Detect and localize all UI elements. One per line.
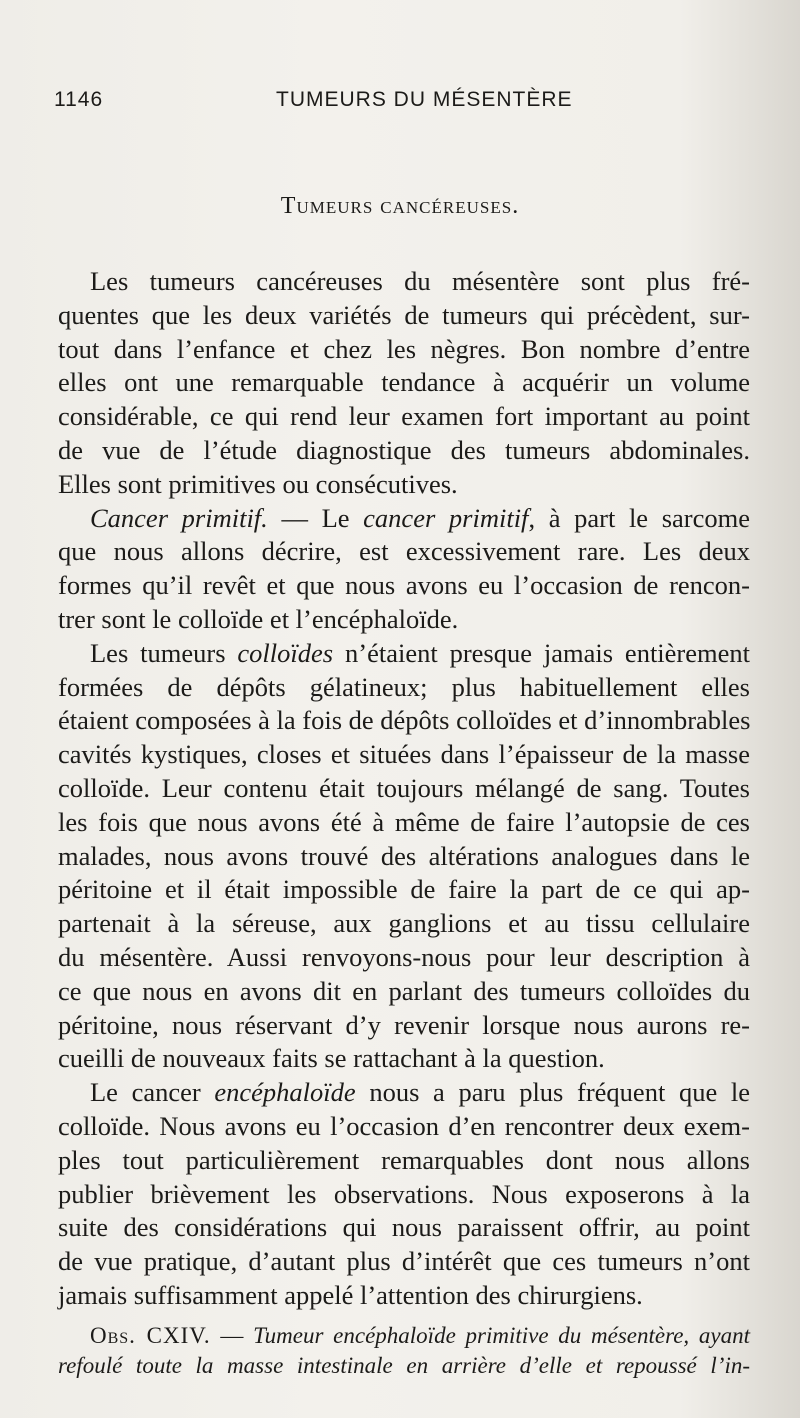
paragraph-4-line: ples tout particulièrement remarquables dont nous allons bbox=[58, 1144, 750, 1175]
paragraph-2-line: trer sont le colloïde et l’encéphaloïde. bbox=[58, 603, 459, 634]
paragraph-1-line: considérable, ce qui rend leur examen fort important au point bbox=[58, 401, 750, 432]
paragraph-2-dash: — Le bbox=[267, 502, 364, 533]
observation-heading bbox=[58, 1321, 750, 1381]
paragraph-4-line: jamais suffisamment appelé l’attention des chirurgiens. bbox=[58, 1279, 643, 1310]
paragraph-3-line: les fois que nous avons été à même de faire l’autopsie de ces bbox=[58, 806, 750, 837]
paragraph-4-line: suite des considérations qui nous paraissent offrir, au point bbox=[58, 1212, 750, 1243]
observation-title-line-2: refoulé toute la masse intestinale en arrière d’elle et repoussé l’in- bbox=[58, 1353, 750, 1378]
body-text bbox=[58, 265, 750, 1313]
paragraph-4-lead-after: nous a paru plus fréquent que le bbox=[355, 1077, 751, 1108]
paragraph-4-line: colloïde. Nous avons eu l’occasion d’en rencontrer deux exem- bbox=[58, 1110, 750, 1141]
paragraph-2-lead bbox=[58, 502, 750, 536]
paragraph-2-line: formes qu’il revêt et que nous avons eu l’occasion de rencon- bbox=[58, 570, 750, 601]
paragraph-1-line: tout dans l’enfance et chez les nègres. Bon nombre d’entre bbox=[58, 333, 750, 364]
paragraph-4-line: publier brièvement les observations. Nous exposerons à la bbox=[58, 1178, 750, 1209]
paragraph-1-line: quentes que les deux variétés de tumeurs qui précèdent, sur- bbox=[58, 299, 750, 330]
paragraph-1-line: Les tumeurs cancéreuses du mésentère sont plus fré- bbox=[90, 266, 750, 296]
observation-title-line-1: Tumeur encéphaloïde primitive du mésentère, ayant bbox=[253, 1323, 750, 1348]
observation-line-1 bbox=[58, 1321, 750, 1351]
paragraph-3-line: étaient composées à la fois de dépôts colloïdes et d’innombrables bbox=[58, 705, 751, 736]
observation-line-2 bbox=[58, 1351, 750, 1381]
paragraph-3-line: cavités kystiques, closes et situées dans l’épaisseur de la masse bbox=[58, 739, 750, 770]
paragraph-1-line: Elles sont primitives ou consécutives. bbox=[58, 468, 458, 499]
term-cancer-primitif: cancer primitif bbox=[363, 502, 529, 533]
page-header bbox=[0, 88, 800, 118]
paragraph-3-line: du mésentère. Aussi renvoyons-nous pour leur description à bbox=[58, 941, 750, 972]
paragraph-3-line: partenait à la séreuse, aux ganglions et au tissu cellulaire bbox=[58, 908, 750, 939]
paragraph-4-lead-before: Le cancer bbox=[90, 1077, 215, 1108]
paragraph-1-line: elles ont une remarquable tendance à acquérir un volume bbox=[58, 367, 750, 398]
observation-label: Obs. CXIV. bbox=[90, 1323, 211, 1348]
paragraph-3-lead-before: Les tumeurs bbox=[90, 637, 238, 668]
paragraph-3-line: péritoine et il était impossible de faire la part de ce qui ap- bbox=[58, 874, 750, 905]
paragraph-4-line: de vue pratique, d’autant plus d’intérêt que ces tumeurs n’ont bbox=[58, 1246, 750, 1277]
paragraph-3-line: formées de dépôts gélatineux; plus habituellement elles bbox=[58, 671, 750, 702]
paragraph-1-line: de vue de l’étude diagnostique des tumeurs abdominales. bbox=[58, 434, 750, 465]
paragraph-3-line: cueilli de nouveaux faits se rattachant à la question. bbox=[58, 1043, 605, 1074]
paragraph-3-lead-after: n’étaient presque jamais entièrement bbox=[333, 637, 751, 668]
paragraph-3-lead bbox=[58, 637, 750, 671]
observation-dash: — bbox=[210, 1323, 254, 1348]
page-number: 1146 bbox=[54, 88, 104, 111]
paragraph-3-line: péritoine, nous réservant d’y revenir lorsque nous aurons re- bbox=[58, 1009, 750, 1040]
paragraph-4-lead bbox=[58, 1076, 750, 1110]
running-title: TUMEURS DU MÉSENTÈRE bbox=[276, 88, 573, 111]
paragraph-2-line: que nous allons décrire, est excessivement rare. Les deux bbox=[58, 536, 750, 567]
paragraph-2-lead-rest: , à part le sarcome bbox=[528, 502, 750, 533]
paragraph-3-line: malades, nous avons trouvé des altérations analogues dans le bbox=[58, 840, 750, 871]
section-title: Tumeurs cancéreuses. bbox=[280, 193, 520, 219]
paragraph-3-line: colloïde. Leur contenu était toujours mélangé de sang. Toutes bbox=[58, 772, 750, 803]
paragraph-3-line: ce que nous en avons dit en parlant des tumeurs colloïdes du bbox=[58, 975, 750, 1006]
subheading-cancer-primitif: Cancer primitif. bbox=[90, 502, 268, 533]
term-colloides: colloïdes bbox=[237, 637, 334, 668]
term-encephaloide: encéphaloïde bbox=[214, 1077, 356, 1108]
